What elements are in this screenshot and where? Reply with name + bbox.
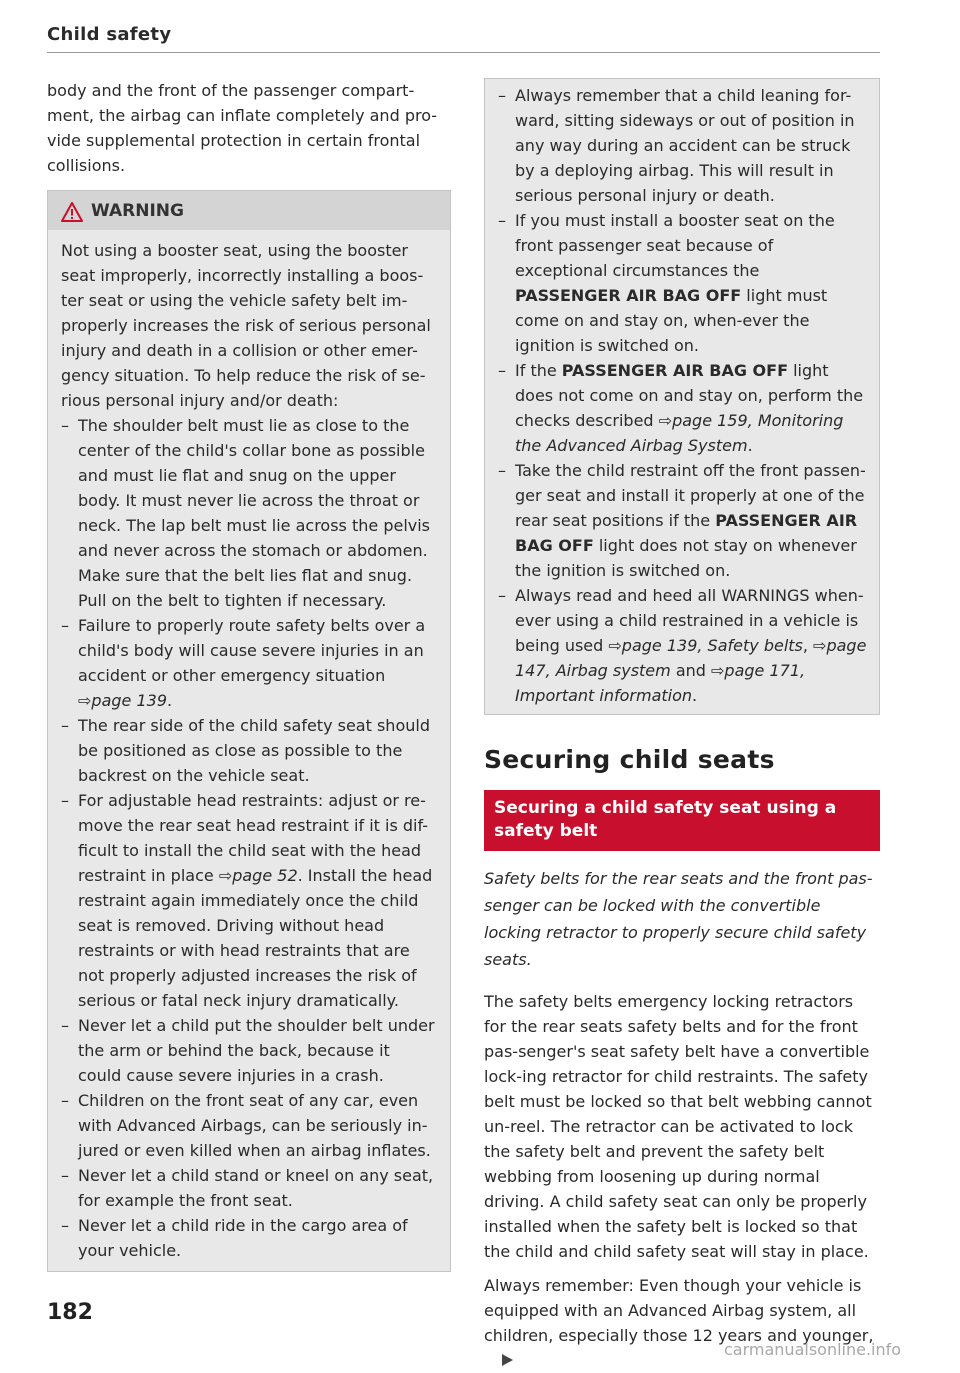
header-divider	[47, 52, 880, 53]
warning-triangle-icon	[61, 202, 83, 222]
warning-box-continued	[484, 78, 880, 715]
body-paragraph-continued: Always remember: Even though your vehicle is equipped with an Advanced Airbag system, all children, especially those 12 years and younger,	[484, 1273, 880, 1373]
intro-paragraph: body and the front of the passenger compart-ment, the airbag can inflate completely and pro-vide supplemental protection in certain frontal collisions.	[47, 81, 438, 175]
page-reference-link[interactable]: ⇨page 139	[78, 691, 167, 710]
list-item: – If the PASSENGER AIR BAG OFF light does not come on and stay on, perform the checks described ⇨page 159, Monitoring the Advanced Airbag System.	[498, 358, 867, 458]
continue-arrow-icon	[502, 1354, 513, 1366]
list-item: – Take the child restraint off the front passen-ger seat and install it properly at one of the rear seat positions if the PASSENGER AIR BAG OFF light does not stay on whenever the ignition is switched on.	[498, 458, 867, 583]
list-item: – Always read and heed all WARNINGS when-ever using a child restrained in a vehicle is being used ⇨page 139, Safety belts, ⇨page 147, Airbag system and ⇨page 171, Important information.	[498, 583, 867, 708]
list-item: – For adjustable head restraints: adjust or re-move the rear seat head restraint if it is dif-ficult to install the child seat with the head restraint in place ⇨page 52. Install the head restraint again immediately once the child seat is removed. Driving without head restraints or with head restraints that are not properly adjusted increases the risk of serious or fatal neck injury dramatically.	[61, 788, 438, 1013]
page-reference-link[interactable]: ⇨page 139, Safety belts	[608, 636, 803, 655]
list-item: – The shoulder belt must lie as close to the center of the child's collar bone as possible and must lie flat and snug on the upper body. It must never lie across the throat or neck. The lap belt must lie across the pelvis and never across the stomach or abdomen. Make sure that the belt lies flat and snug. Pull on the belt to tighten if necessary.	[61, 413, 438, 613]
list-item: – Never let a child stand or kneel on any seat, for example the front seat.	[61, 1163, 438, 1213]
page-reference-link[interactable]: ⇨page 171, Important information	[515, 661, 806, 705]
left-column	[47, 78, 451, 1272]
page-header-title: Child safety	[47, 24, 172, 45]
lead-paragraph: Safety belts for the rear seats and the front pas-senger can be locked with the convertible locking retractor to properly secure child safety seats.	[484, 869, 873, 969]
list-item: – Never let a child ride in the cargo area of your vehicle.	[61, 1213, 438, 1263]
body-paragraph: The safety belts emergency locking retractors for the rear seats safety belts and for the front pas-senger's seat safety belt have a convertible lock-ing retractor for child restraints. The safety belt must be locked so that belt webbing cannot un-reel. The retractor can be activated to lock the safety belt and prevent the safety belt webbing from loosening up during normal driving. A child safety seat can only be properly installed when the safety belt is locked so that the child and child safety seat will stay in place.	[484, 992, 872, 1261]
list-item: – Always remember that a child leaning for-ward, sitting sideways or out of position in any way during an accident can be struck by a deploying airbag. This will result in serious personal injury or death.	[498, 83, 867, 208]
page-reference-link[interactable]: ⇨page 52	[218, 866, 298, 885]
list-item: – Children on the front seat of any car, even with Advanced Airbags, can be seriously in-jured or even killed when an airbag inflates.	[61, 1088, 438, 1163]
list-item: – The rear side of the child safety seat should be positioned as close as possible to the backrest on the vehicle seat.	[61, 713, 438, 788]
page-reference-link[interactable]: ⇨page 159, Monitoring the Advanced Airbag System	[515, 411, 844, 455]
warning-header	[48, 191, 450, 230]
warning-list	[61, 413, 438, 1263]
section-title: Securing child seats	[484, 745, 775, 774]
list-item: – Failure to properly route safety belts over a child's body will cause severe injuries in an accident or other emergency situation ⇨page 139.	[61, 613, 438, 713]
list-item: – If you must install a booster seat on the front passenger seat because of exceptional circumstances the PASSENGER AIR BAG OFF light must come on and stay on, when-ever the ignition is switched on.	[498, 208, 867, 358]
indicator-label: PASSENGER AIR BAG OFF	[515, 286, 742, 305]
warning-label: WARNING	[91, 201, 184, 221]
watermark: carmanualsonline.info	[724, 1340, 902, 1359]
page-number: 182	[47, 1300, 93, 1325]
warning-box	[47, 190, 451, 1272]
warning-lead: Not using a booster seat, using the booster seat improperly, incorrectly installing a boos-ter seat or using the vehicle safety belt im-properly increases the risk of serious personal injury and death in a collision or other emer-gency situation. To help reduce the risk of se-rious personal injury and/or death:	[61, 241, 431, 410]
list-item: – Never let a child put the shoulder belt under the arm or behind the back, because it could cause severe injuries in a crash.	[61, 1013, 438, 1088]
subsection-banner: Securing a child safety seat using a safety belt	[484, 790, 880, 851]
indicator-label: PASSENGER AIR BAG OFF	[561, 361, 788, 380]
indicator-label: PASSENGER AIR BAG OFF	[515, 511, 858, 555]
page-reference-link[interactable]: ⇨page 147, Airbag system	[515, 636, 867, 680]
right-column	[484, 78, 880, 1373]
warning-list-continued	[498, 83, 867, 708]
